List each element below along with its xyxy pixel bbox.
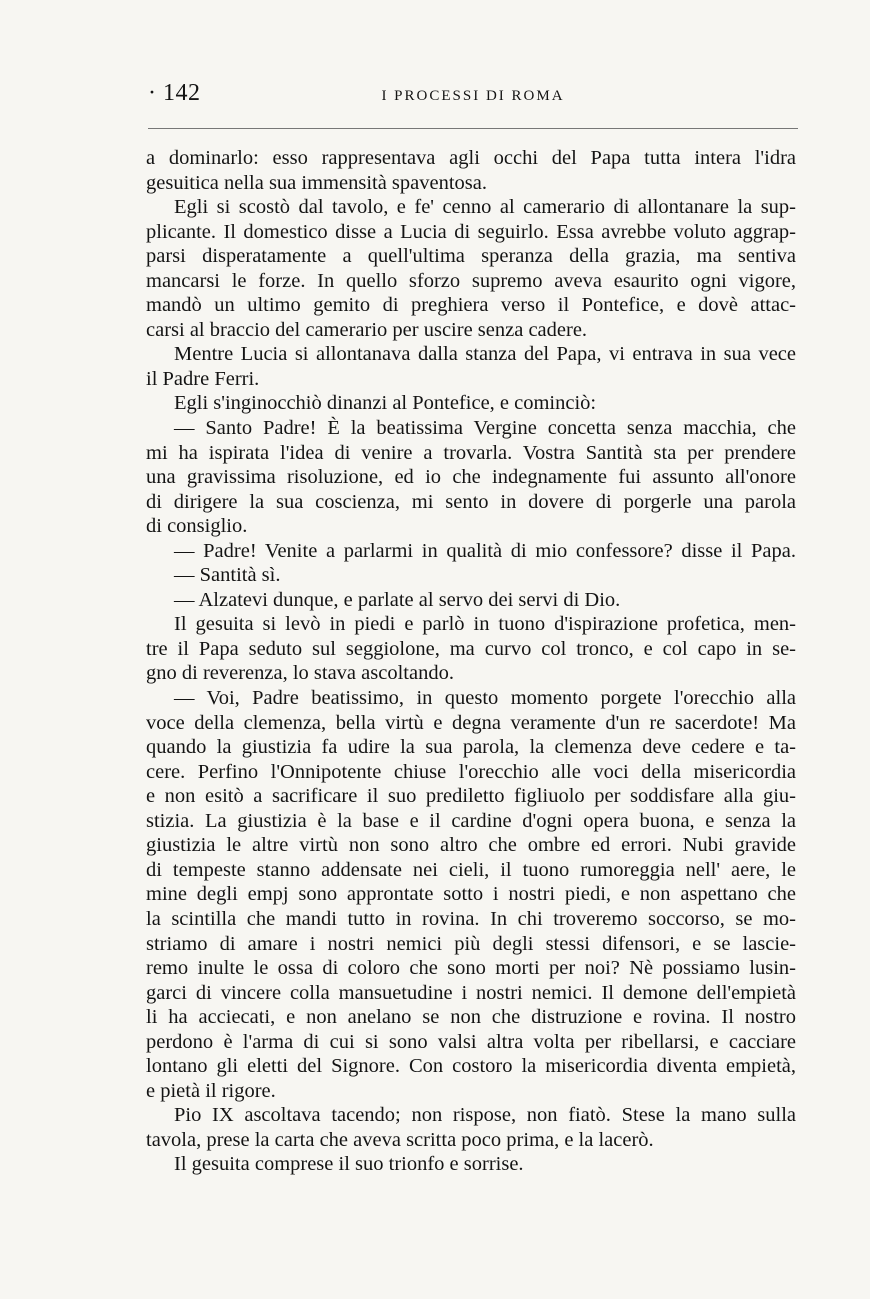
text-line: plicante. Il domestico disse a Lucia di seguirlo. Essa avrebbe voluto aggrap- — [146, 220, 796, 243]
text-line: — Santo Padre! È la beatissima Vergine concetta senza macchia, che — [174, 417, 796, 440]
text-line: mi ha ispirata l'idea di venire a trovarla. Vostra Santità sta per prendere — [146, 441, 796, 464]
text-line: garci di vincere colla mansuetudine i nostri nemici. Il demone dell'empietà — [146, 981, 796, 1004]
text-line: cere. Perfino l'Onnipotente chiuse l'orecchio alle voci della misericordia — [146, 760, 796, 783]
text-line: mancarsi le forze. In quello sforzo supremo aveva esaurito ogni vigore, — [146, 269, 796, 292]
text-line: stizia. La giustizia è la base e il cardine d'ogni opera buona, e senza la — [146, 809, 796, 832]
text-line: giustizia le altre virtù non sono altro che ombre ed errori. Nubi gravide — [146, 834, 796, 857]
text-line: lontano gli eletti del Signore. Con costoro la misericordia diventa empietà, — [146, 1055, 796, 1078]
text-line: una gravissima risoluzione, ed io che indegnamente fui assunto all'onore — [146, 466, 796, 489]
text-line: quando la giustizia fa udire la sua parola, la clemenza deve cedere e ta- — [146, 736, 796, 759]
running-title: I PROCESSI DI ROMA — [381, 88, 565, 104]
text-line: perdono è l'arma di cui si sono valsi altra volta per ribellarsi, e cacciare — [146, 1030, 796, 1053]
text-line: il Padre Ferri. — [146, 367, 260, 390]
text-line: la scintilla che mandi tutto in rovina. In chi troveremo soccorso, se mo- — [146, 907, 796, 930]
body-text — [146, 146, 796, 1177]
text-line: Pio IX ascoltava tacendo; non rispose, non fiatò. Stese la mano sulla — [174, 1104, 796, 1127]
text-line: striamo di amare i nostri nemici più degli stessi difensori, e se lascie- — [146, 932, 796, 955]
text-line: — Alzatevi dunque, e parlate al servo dei servi di Dio. — [174, 588, 621, 611]
text-line: — Santità sì. — [174, 564, 281, 587]
text-line: Il gesuita si levò in piedi e parlò in tuono d'ispirazione profetica, men- — [174, 613, 796, 636]
page-number: · 142 — [148, 80, 201, 106]
text-line: di dirigere la sua coscienza, mi sento in dovere di porgerle una parola — [146, 490, 796, 513]
text-line: Egli si scostò dal tavolo, e fe' cenno al camerario di allontanare la sup- — [174, 196, 796, 219]
text-line: parsi disperatamente a quell'ultima speranza della grazia, ma sentiva — [146, 245, 796, 268]
text-line: — Padre! Venite a parlarmi in qualità di mio confessore? disse il Papa. — [174, 539, 796, 562]
text-line: tavola, prese la carta che aveva scritta poco prima, e la lacerò. — [146, 1128, 654, 1151]
text-line: di consiglio. — [146, 515, 248, 538]
text-line: mandò un ultimo gemito di preghiera verso il Pontefice, e dovè attac- — [146, 294, 796, 317]
text-line: — Voi, Padre beatissimo, in questo momento porgete l'orecchio alla — [174, 687, 796, 710]
text-line: di tempeste stanno addensate nei cieli, il tuono rumoreggia nell' aere, le — [146, 858, 796, 881]
text-line: gno di reverenza, lo stava ascoltando. — [146, 662, 454, 685]
text-line: Il gesuita comprese il suo trionfo e sorrise. — [174, 1153, 524, 1176]
text-line: mine degli empj sono approntate sotto i nostri piedi, e non aspettano che — [146, 883, 796, 906]
text-line: e non esitò a sacrificare il suo prediletto figliuolo per soddisfare alla giu- — [146, 785, 796, 808]
page-header — [148, 80, 798, 112]
text-line: remo inulte le ossa di coloro che sono morti per noi? Nè possiamo lusin- — [146, 957, 796, 980]
text-line: voce della clemenza, bella virtù e degna veramente d'un re sacerdote! Ma — [146, 711, 796, 734]
text-line: gesuitica nella sua immensità spaventosa. — [146, 171, 488, 194]
text-line: Egli s'inginocchiò dinanzi al Pontefice, e cominciò: — [174, 392, 597, 415]
text-line: Mentre Lucia si allontanava dalla stanza del Papa, vi entrava in sua vece — [174, 343, 796, 366]
text-line: li ha acciecati, e non anelano se non che distruzione e rovina. Il nostro — [146, 1006, 796, 1029]
text-line: e pietà il rigore. — [146, 1079, 276, 1102]
text-line: a dominarlo: esso rappresentava agli occhi del Papa tutta intera l'idra — [146, 147, 796, 169]
text-line: tre il Papa seduto sul seggiolone, ma curvo col tronco, e col capo in se- — [146, 637, 796, 660]
header-rule — [148, 128, 798, 129]
text-line: carsi al braccio del camerario per uscire senza cadere. — [146, 318, 588, 341]
